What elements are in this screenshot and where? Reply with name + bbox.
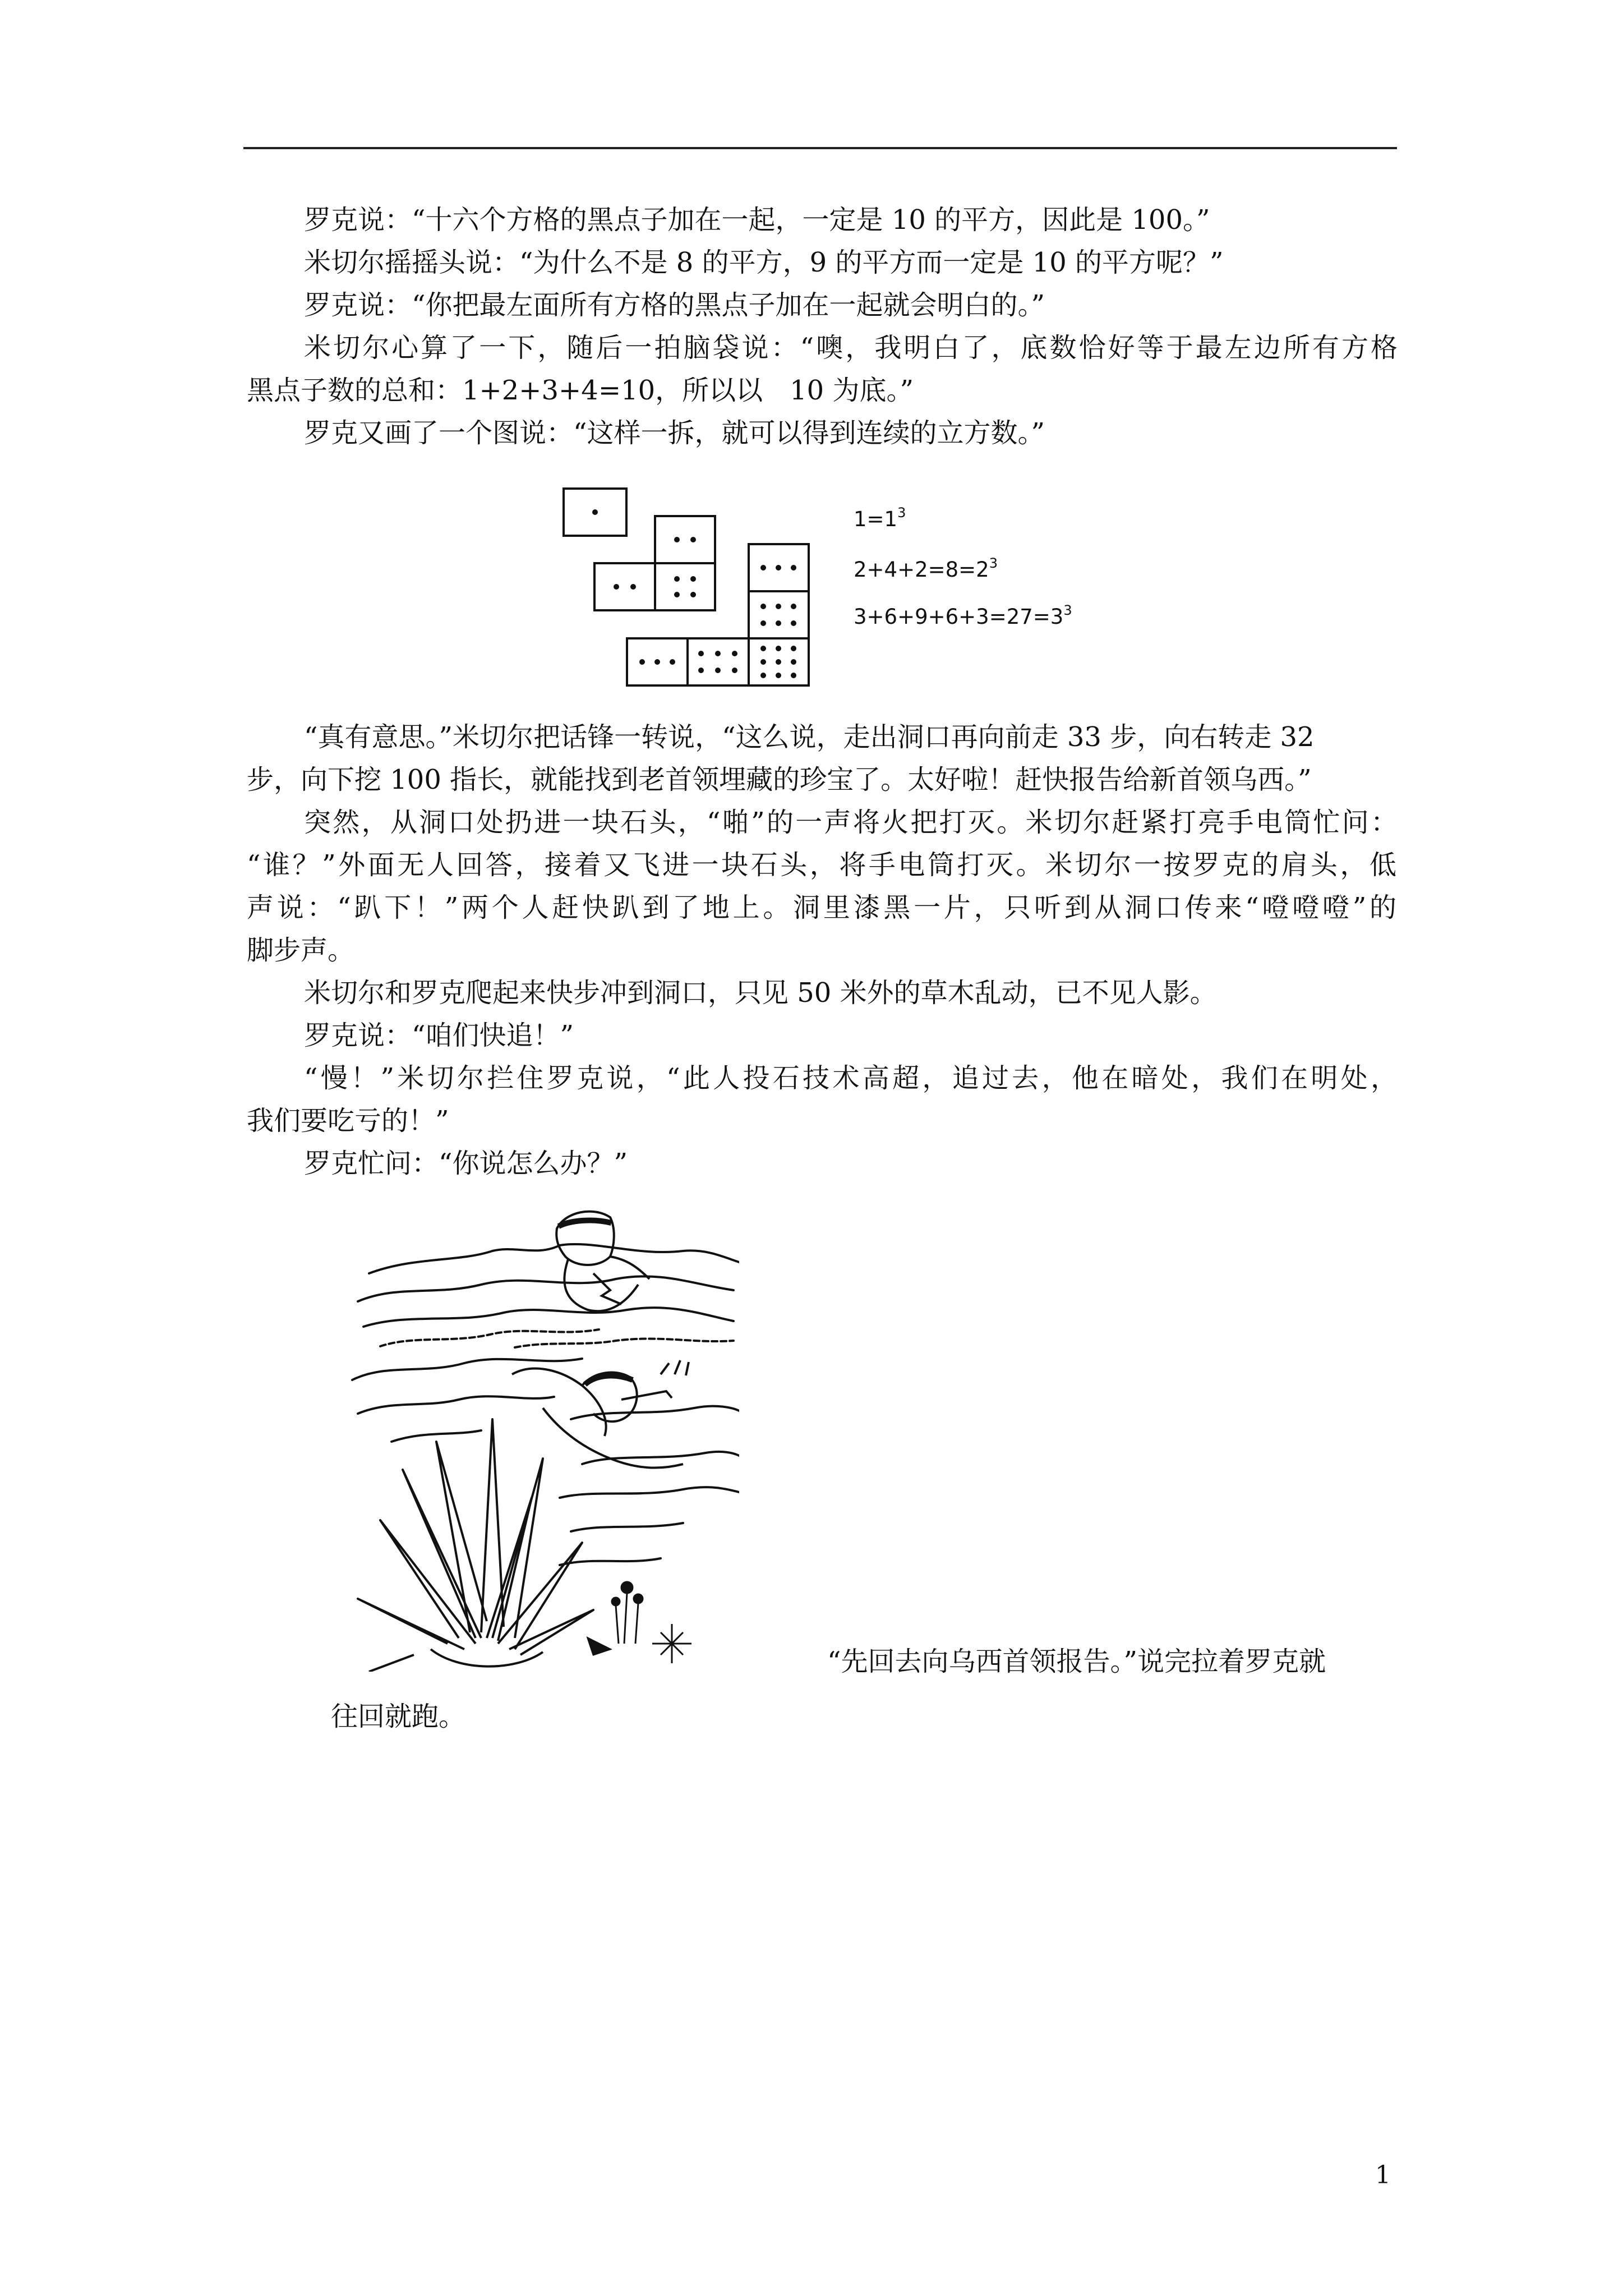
rect-3a — [749, 544, 809, 591]
square-1 — [564, 489, 626, 536]
para-7-line-4: 脚步声。 — [247, 935, 355, 966]
para-6-line-2: 步，向下挖 100 指长，就能找到老首领埋藏的珍宝了。太好啦！赶快报告给新首领乌西。” — [247, 764, 1312, 795]
rect-3b — [627, 638, 688, 685]
para-10-line-2: 我们要吃亏的！” — [247, 1105, 449, 1137]
para-4-line-1: 米切尔心算了一下，随后一拍脑袋说：“噢，我明白了，底数恰好等于最左边所有方格 — [304, 332, 1398, 364]
para-12-line-2: 往回就跑。 — [331, 1701, 466, 1732]
sum-line-3-exp: 3 — [1063, 602, 1072, 618]
para-7-line-2: “谁？”外面无人回答，接着又飞进一块石头，将手电筒打灭。米切尔一按罗克的肩头，低 — [247, 849, 1396, 881]
para-5: 罗克又画了一个图说：“这样一拆，就可以得到连续的立方数。” — [304, 417, 1045, 449]
sum-line-3-expr: 3+6+9+6+3=27=3 — [854, 605, 1064, 629]
para-1: 罗克说：“十六个方格的黑点子加在一起，一定是 10 的平方，因此是 100。” — [304, 204, 1210, 236]
cube-dots-figure — [561, 486, 819, 693]
rect-2a — [655, 516, 715, 563]
sum-line-3 — [854, 598, 1072, 629]
small-plants — [588, 1582, 691, 1663]
para-9: 罗克说：“咱们快追！” — [304, 1020, 574, 1051]
figure-top-man — [556, 1212, 649, 1312]
para-7-line-3: 声说：“趴下！”两个人赶快趴到了地上。洞里漆黑一片，只听到从洞口传来“噔噔噔”的 — [247, 892, 1396, 923]
para-8: 米切尔和罗克爬起来快步冲到洞口，只见 50 米外的草木乱动，已不见人影。 — [304, 977, 1217, 1009]
sum-line-1-exp: 3 — [897, 505, 906, 521]
para-4-line-2: 黑点子数的总和：1+2+3+4=10，所以以 10 为底。” — [247, 375, 914, 406]
sum-line-1-expr: 1=1 — [854, 507, 898, 531]
para-7-line-1: 突然，从洞口处扔进一块石头，“啪”的一声将火把打灭。米切尔赶紧打亮手电筒忙问： — [304, 807, 1398, 838]
rect-6b — [688, 638, 749, 685]
illustration-men-hiding — [347, 1206, 739, 1672]
square-9 — [749, 638, 809, 685]
rect-2b — [594, 563, 655, 610]
para-6-line-1: “真有意思。”米切尔把话锋一转说，“这么说，走出洞口再向前走 33 步，向右转走 32 — [304, 721, 1315, 753]
header-rule — [243, 147, 1397, 149]
sum-line-2-exp: 3 — [989, 555, 998, 571]
para-12-line-1: “先回去向乌西首领报告。”说完拉着罗克就 — [827, 1646, 1326, 1677]
agave-plant — [358, 1419, 593, 1672]
page-number: 1 — [1375, 2161, 1391, 2189]
sum-line-2 — [854, 551, 998, 582]
sum-line-2-expr: 2+4+2=8=2 — [854, 558, 989, 582]
para-2: 米切尔摇摇头说：“为什么不是 8 的平方，9 的平方而一定是 10 的平方呢？” — [304, 247, 1224, 278]
square-4 — [655, 563, 715, 610]
rect-6 — [749, 591, 809, 638]
para-3: 罗克说：“你把最左面所有方格的黑点子加在一起就会明白的。” — [304, 289, 1045, 321]
sum-line-1 — [854, 500, 906, 532]
para-10-line-1: “慢！”米切尔拦住罗克说，“此人投石技术高超，追过去，他在暗处，我们在明处， — [304, 1062, 1398, 1094]
para-11: 罗克忙问：“你说怎么办？” — [304, 1148, 628, 1179]
